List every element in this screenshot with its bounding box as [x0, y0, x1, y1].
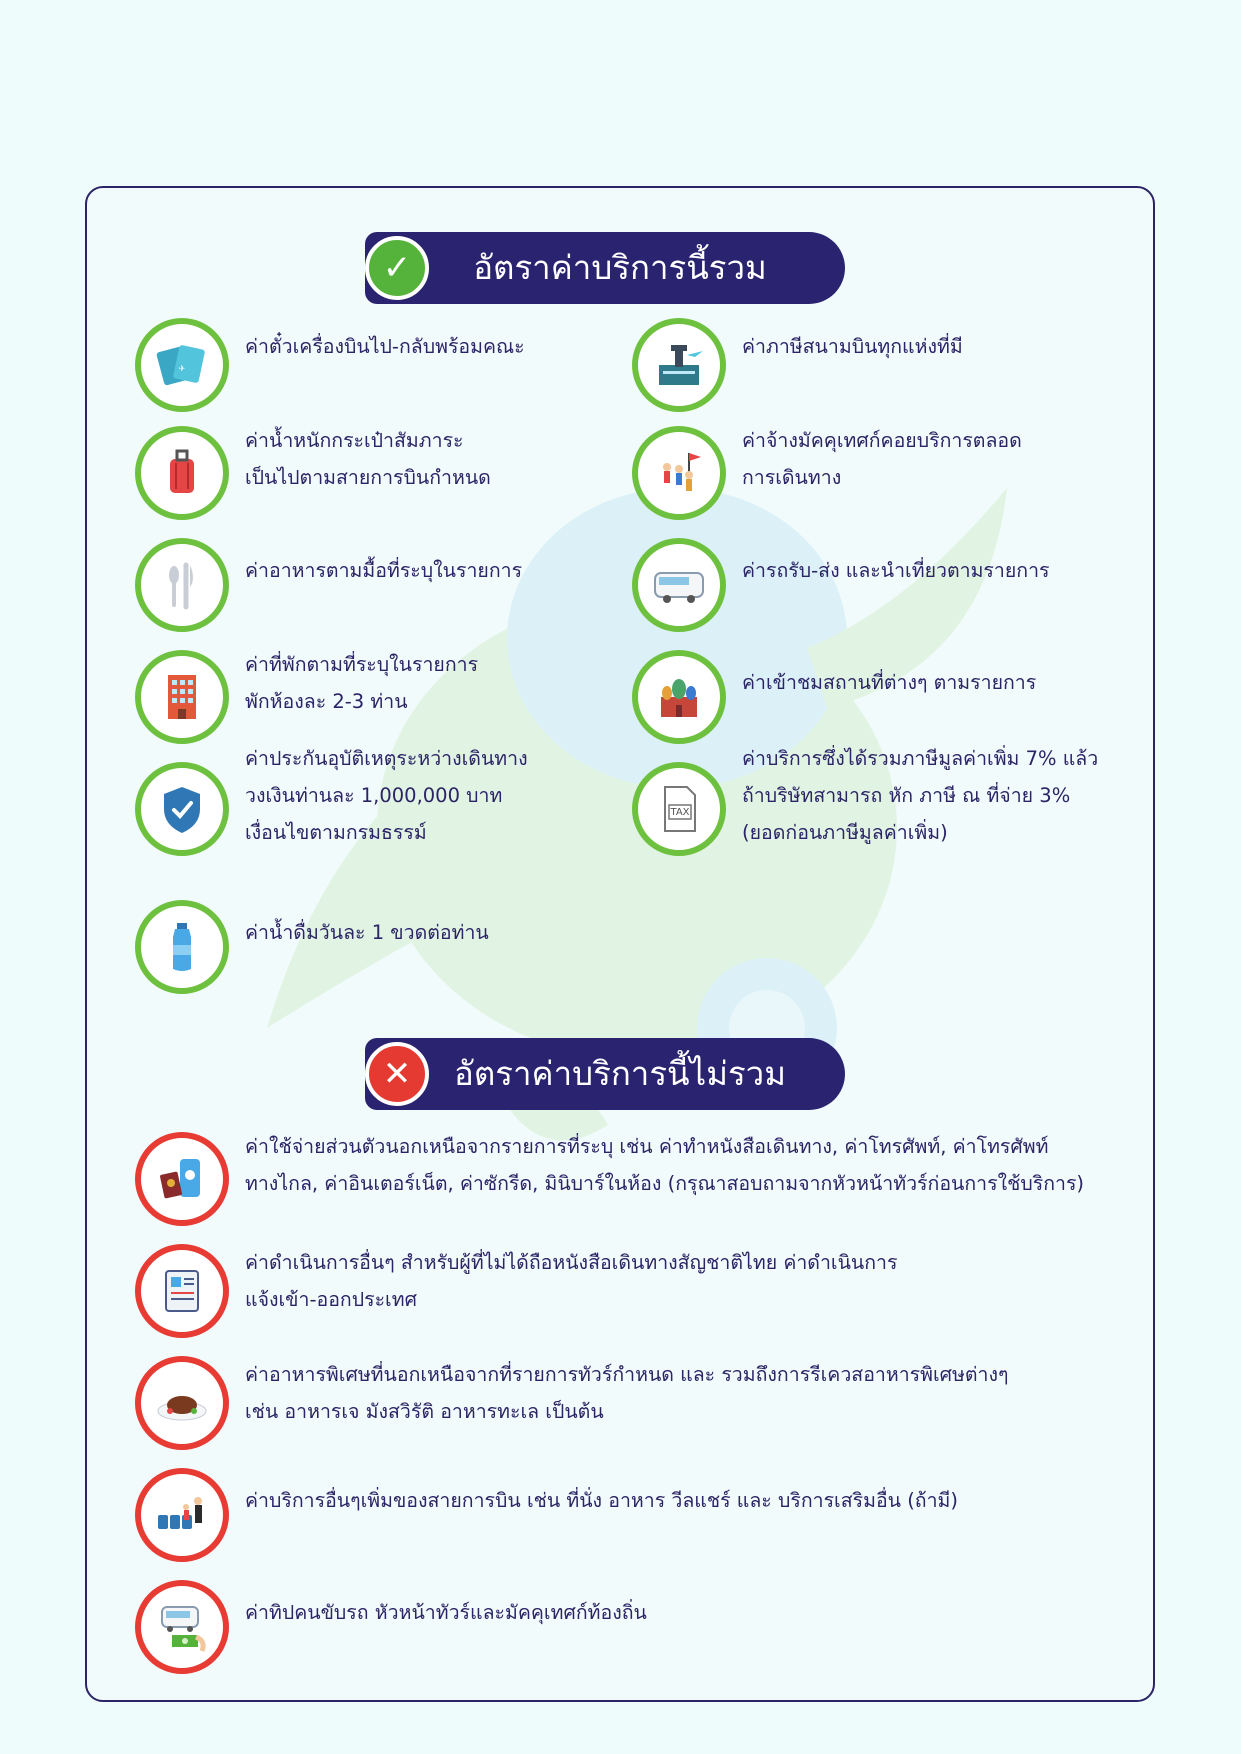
- included-item-line: พักห้องละ 2-3 ท่าน: [245, 690, 408, 713]
- svg-text:✈: ✈: [178, 364, 186, 373]
- included-item-line: วงเงินท่านละ 1,000,000 บาท: [245, 784, 503, 807]
- cross-icon: ✕: [365, 1042, 429, 1106]
- included-item-line: การเดินทาง: [742, 466, 842, 489]
- excluded-item-line: ทางไกล, ค่าอินเตอร์เน็ต, ค่าซักรีด, มินิบาร์ในห้อง (กรุณาสอบถามจากหัวหน้าทัวร์ก่อนการใช้บริการ): [245, 1172, 1085, 1195]
- excluded-item-line: เช่น อาหารเจ มังสวิรัติ อาหารทะเล เป็นต้น: [245, 1400, 604, 1423]
- included-item-line: ค่าน้ำดื่มวันละ 1 ขวดต่อท่าน: [245, 921, 489, 944]
- included-item-line: ค่าจ้างมัคคุเทศก์คอยบริการตลอด: [742, 429, 1022, 452]
- airport-seats-icon: [135, 1468, 229, 1562]
- luggage-icon: [135, 426, 229, 520]
- excluded-item-line: ค่าดำเนินการอื่นๆ สำหรับผู้ที่ไม่ได้ถือหนังสือเดินทางสัญชาติไทย ค่าดำเนินการ: [245, 1251, 898, 1274]
- excluded-banner: [365, 1038, 845, 1110]
- excluded-title: อัตราค่าบริการนี้ไม่รวม: [454, 1054, 786, 1093]
- included-item-line: เงื่อนไขตามกรมธรรม์: [245, 821, 427, 844]
- included-item-line: (ยอดก่อนภาษีมูลค่าเพิ่ม): [742, 821, 948, 844]
- included-item-line: ค่าอาหารตามมื้อที่ระบุในรายการ: [245, 559, 523, 582]
- included-item-line: ค่าเข้าชมสถานที่ต่างๆ ตามรายการ: [742, 671, 1037, 694]
- svg-text:TAX: TAX: [670, 807, 690, 818]
- included-banner: [365, 232, 845, 304]
- excluded-item-line: ค่าใช้จ่ายส่วนตัวนอกเหนือจากรายการที่ระบุ เช่น ค่าทำหนังสือเดินทาง, ค่าโทรศัพท์, ค่าโทรศัพท์: [245, 1135, 1049, 1158]
- included-item-line: ค่ารถรับ-ส่ง และนำเที่ยวตามรายการ: [742, 559, 1050, 582]
- included-item-line: ค่าภาษีสนามบินทุกแห่งที่มี: [742, 335, 963, 358]
- check-icon: ✓: [365, 236, 429, 300]
- included-item-line: ค่าตั๋วเครื่องบินไป-กลับพร้อมคณะ: [245, 335, 525, 358]
- included-item-line: ค่าบริการซึ่งได้รวมภาษีมูลค่าเพิ่ม 7% แล้ว: [742, 747, 1099, 770]
- tour-guide-icon: [632, 426, 726, 520]
- included-item-line: ค่าน้ำหนักกระเป๋าสัมภาระ: [245, 429, 464, 452]
- included-item-line: เป็นไปตามสายการบินกำหนด: [245, 466, 491, 489]
- ticket-icon: [135, 318, 229, 412]
- included-item-line: ถ้าบริษัทสามารถ หัก ภาษี ณ ที่จ่าย 3%: [742, 784, 1071, 807]
- bus-tip-icon: [135, 1580, 229, 1674]
- service-card: [85, 186, 1155, 1702]
- hotel-icon: [135, 650, 229, 744]
- shield-icon: [135, 762, 229, 856]
- cutlery-icon: [135, 538, 229, 632]
- excluded-item-line: ค่าทิปคนขับรถ หัวหน้าทัวร์และมัคคุเทศก์ท้องถิ่น: [245, 1601, 647, 1624]
- bus-icon: [632, 538, 726, 632]
- water-bottle-icon: [135, 900, 229, 994]
- passport-phone-icon: [135, 1132, 229, 1226]
- excluded-item-line: ค่าบริการอื่นๆเพิ่มของสายการบิน เช่น ที่นั่ง อาหาร วีลแชร์ และ บริการเสริมอื่น (ถ้ามี): [245, 1489, 959, 1512]
- included-title: อัตราค่าบริการนี้รวม: [473, 248, 767, 287]
- landmark-icon: [632, 650, 726, 744]
- excluded-item-line: ค่าอาหารพิเศษที่นอกเหนือจากที่รายการทัวร์กำหนด และ รวมถึงการรีเควสอาหารพิเศษต่างๆ: [245, 1363, 1009, 1386]
- visa-document-icon: [135, 1244, 229, 1338]
- tax-icon: [632, 762, 726, 856]
- included-item-line: ค่าประกันอุบัติเหตุระหว่างเดินทาง: [245, 747, 528, 770]
- steak-icon: [135, 1356, 229, 1450]
- airport-icon: [632, 318, 726, 412]
- included-item-line: ค่าที่พักตามที่ระบุในรายการ: [245, 653, 479, 676]
- excluded-item-line: แจ้งเข้า-ออกประเทศ: [245, 1288, 417, 1311]
